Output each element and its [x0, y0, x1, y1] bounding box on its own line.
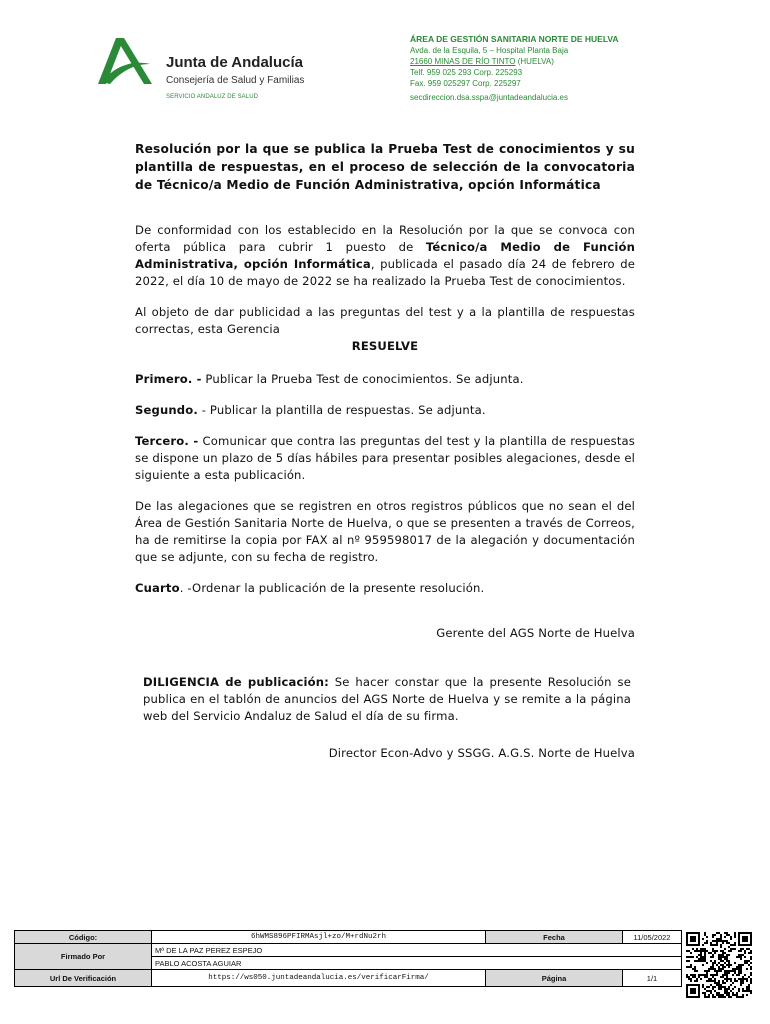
resuelve-heading: RESUELVE — [351, 339, 419, 353]
paragraph-alegaciones: De las alegaciones que se registren en otros registros públicos que no sean el del Área de Gestión Sanitaria Norte de Huelva, o que se presenten a través de Correos, ha de remitirse la copia por FAX al nº 959598017 de la alegación y documentación que se adjunte, con su fecha de registro. — [135, 499, 635, 564]
segundo-text: - Publicar la plantilla de respuestas. Se adjunta. — [197, 403, 486, 417]
pagina-label: Página — [486, 970, 623, 987]
tercero-text: Comunicar que contra las preguntas del test y la plantilla de respuestas se dispone un plazo de 5 días hábiles para presentar posibles alegaciones, desde el siguiente a esta publicación. — [135, 434, 635, 482]
email-link[interactable]: secdireccion.dsa.sspa@juntadeandalucia.es — [410, 93, 568, 102]
url-label: Url De Verificación — [15, 970, 152, 987]
address-line-2 — [410, 56, 619, 67]
gerente-signature: Gerente del AGS Norte de Huelva — [436, 626, 635, 640]
address-province: (HUELVA) — [515, 57, 554, 66]
intro-text-c: , publicada el pasado día 24 de febrero de 2022, el día 10 de mayo de 2022 se ha realizado la Prueba Test de conocimientos. — [135, 257, 635, 288]
firmante-2: PABLO ACOSTA AGUIAR — [152, 957, 682, 970]
diligencia-text: Se hacer constar que la presente Resolución se publica en el tablón de anuncios del AGS Norte de Huelva y se remite a la página web del Servicio Andaluz de Salud el día de su firma. — [143, 675, 631, 723]
fecha-label: Fecha — [486, 931, 623, 944]
org-department: Consejería de Salud y Familias — [166, 75, 305, 86]
table-row — [15, 970, 682, 987]
address-block — [410, 34, 619, 103]
pagina-value: 1/1 — [623, 970, 682, 987]
url-value[interactable]: https://ws050.juntadeandalucia.es/verificarFirma/ — [152, 970, 486, 987]
segundo-label: Segundo. — [135, 403, 198, 417]
codigo-label: Código: — [15, 931, 152, 944]
document-body — [135, 140, 635, 776]
signature-verification-table — [14, 930, 682, 987]
area-name: ÁREA DE GESTIÓN SANITARIA NORTE DE HUELVA — [410, 34, 619, 44]
phone-line: Telf. 959 025 293 Corp. 225293 — [410, 68, 523, 77]
fecha-value: 11/05/2022 — [623, 931, 682, 944]
intro-position: Técnico/a Medio de Función Administrativa, opción Informática — [135, 240, 635, 271]
codigo-value: 6hWMS896PFIRMAsjl+zo/M+rdNu2rh — [152, 931, 486, 944]
fax-line: Fax. 959 025297 Corp. 225297 — [410, 79, 521, 88]
paragraph-primero — [135, 371, 635, 388]
org-service: SERVICIO ANDALUZ DE SALUD — [166, 94, 259, 100]
tercero-label: Tercero. - — [135, 434, 199, 448]
director-signature: Director Econ-Advo y SSGG. A.G.S. Norte de Huelva — [328, 746, 635, 760]
table-row — [15, 944, 682, 957]
table-row — [15, 931, 682, 944]
cuarto-text: . -Ordenar la publicación de la presente resolución. — [179, 581, 485, 595]
address-postal: 21660 MINAS DE RÍO TINTO — [410, 57, 516, 66]
document-title: Resolución por la que se publica la Prueba Test de conocimientos y su plantilla de respuestas, en el proceso de selección de la convocatoria de Técnico/a Medio de Función Administrativa, opción Informática — [135, 142, 635, 192]
org-name: Junta de Andalucía — [166, 54, 303, 71]
firmante-1: Mª DE LA PAZ PEREZ ESPEJO — [152, 944, 682, 957]
primero-text: Publicar la Prueba Test de conocimientos. Se adjunta. — [201, 372, 524, 386]
paragraph-diligencia — [143, 674, 635, 725]
primero-label: Primero. - — [135, 372, 202, 386]
paragraph-intro — [135, 222, 635, 290]
intro-text-a: De conformidad con los establecido en la Resolución por la que se convoca con oferta pública para cubrir 1 puesto de — [135, 223, 635, 254]
qr-code-icon — [686, 932, 752, 998]
address-line-1: Avda. de la Esquila, 5 – Hospital Planta Baja — [410, 46, 569, 55]
firmado-label: Firmado Por — [15, 944, 152, 970]
paragraph-segundo — [135, 402, 635, 419]
diligencia-label: DILIGENCIA de publicación: — [143, 675, 329, 689]
cuarto-label: Cuarto — [135, 581, 180, 595]
paragraph-cuarto — [135, 580, 635, 597]
paragraph-tercero — [135, 433, 635, 484]
paragraph-objeto: Al objeto de dar publicidad a las preguntas del test y a la plantilla de respuestas correctas, esta Gerencia — [135, 305, 635, 336]
junta-andalucia-logo-icon — [92, 30, 160, 88]
